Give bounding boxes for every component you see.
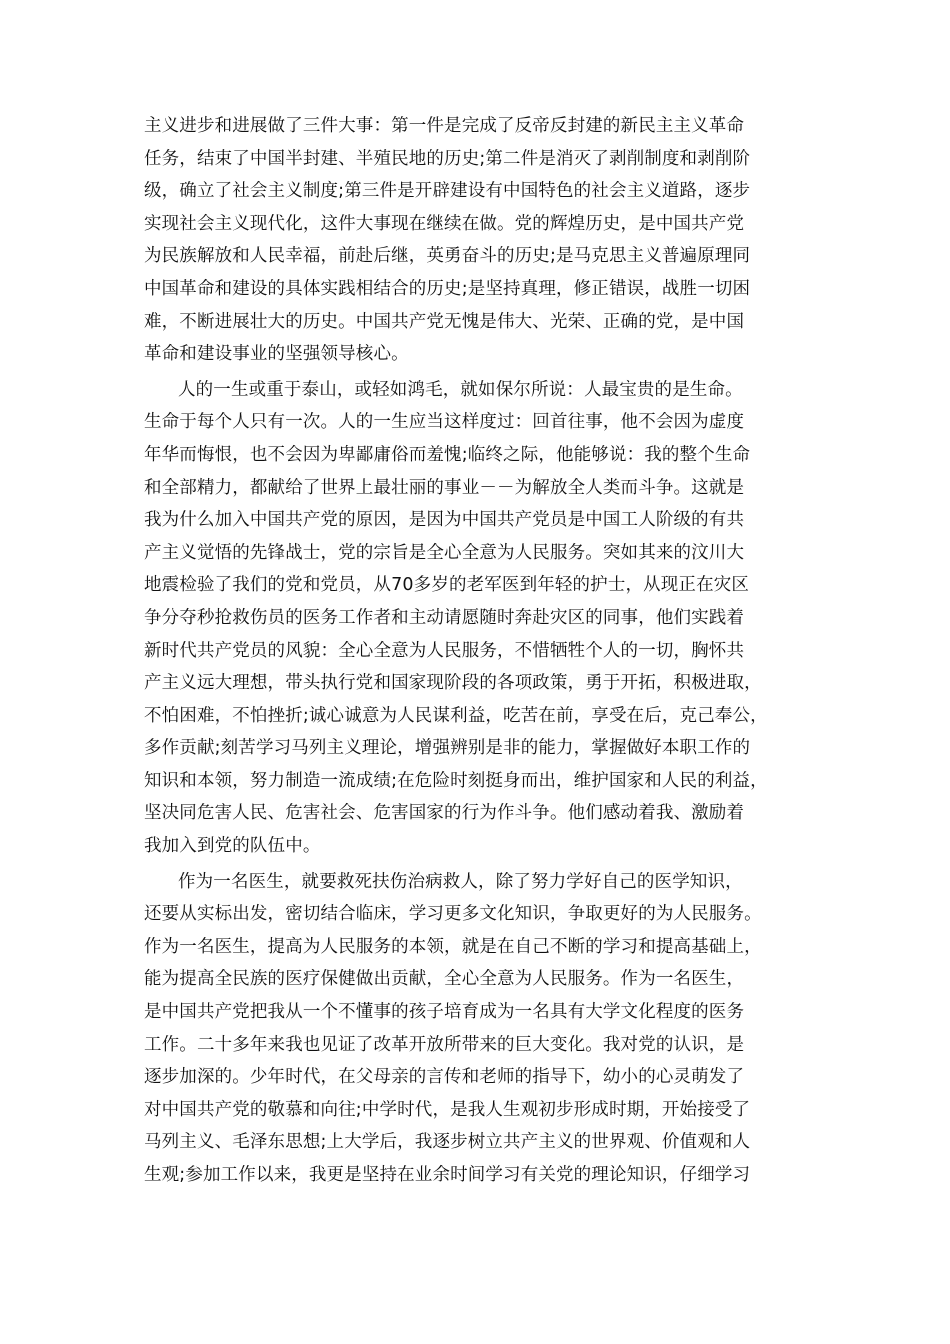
text-line: 逐步加深的。少年时代，在父母亲的言传和老师的指导下，幼小的心灵萌发了 [144, 1067, 745, 1088]
text-line: 工作。二十多年来我也见证了改革开放所带来的巨大变化。我对党的认识，是 [144, 1034, 745, 1055]
text-line: 地震检验了我们的党和党员，从70多岁的老军医到年轻的护士，从现正在灾区 [144, 575, 750, 596]
text-line: 年华而悔恨，也不会因为卑鄙庸俗而羞愧;临终之际，他能够说：我的整个生命 [144, 444, 751, 465]
text-line: 争分夺秒抢救伤员的医务工作者和主动请愿随时奔赴灾区的同事，他们实践着 [144, 607, 745, 628]
text-line: 知识和本领，努力制造一流成绩;在危险时刻挺身而出，维护国家和人民的利益， [144, 770, 768, 791]
text-line: 是中国共产党把我从一个不懂事的孩子培育成为一名具有大学文化程度的医务 [144, 1002, 745, 1023]
text-line: 产主义觉悟的先锋战士，党的宗旨是全心全意为人民服务。突如其来的汶川大 [144, 542, 745, 563]
paragraph-1 [144, 110, 816, 371]
text-line: 实现社会主义现代化，这件大事现在继续在做。党的辉煌历史，是中国共产党 [144, 213, 745, 234]
document-body [144, 110, 816, 1192]
text-line: 革命和建设事业的坚强领导核心。 [144, 344, 409, 365]
text-line: 马列主义、毛泽东思想;上大学后，我逐步树立共产主义的世界观、价值观和人 [144, 1132, 751, 1153]
text-line: 中国革命和建设的具体实践相结合的历史;是坚持真理，修正错误，战胜一切困 [144, 278, 751, 299]
text-line: 为民族解放和人民幸福，前赴后继，英勇奋斗的历史;是马克思主义普遍原理同 [144, 246, 751, 267]
text-line: 人的一生或重于泰山，或轻如鸿毛，就如保尔所说：人最宝贵的是生命。 [178, 379, 743, 400]
text-line: 坚决同危害人民、危害社会、危害国家的行为作斗争。他们感动着我、激励着 [144, 803, 745, 824]
text-line: 对中国共产党的敬慕和向往;中学时代，是我人生观初步形成时期，开始接受了 [144, 1099, 751, 1120]
text-line: 多作贡献;刻苦学习马列主义理论，增强辨别是非的能力，掌握做好本职工作的 [144, 738, 751, 759]
text-line: 生命于每个人只有一次。人的一生应当这样度过：回首往事，他不会因为虚度 [144, 412, 745, 433]
text-line: 能为提高全民族的医疗保健做出贡献，全心全意为人民服务。作为一名医生， [144, 969, 745, 990]
text-line: 还要从实标出发，密切结合临床，学习更多文化知识，争取更好的为人民服务。 [144, 904, 762, 925]
paragraph-2 [144, 374, 816, 863]
paragraph-3 [144, 866, 816, 1192]
text-line: 作为一名医生，就要救死扶伤治病救人，除了努力学好自己的医学知识， [178, 871, 743, 892]
text-line: 难，不断进展壮大的历史。中国共产党无愧是伟大、光荣、正确的党，是中国 [144, 311, 745, 332]
text-line: 主义进步和进展做了三件大事：第一件是完成了反帝反封建的新民主主义革命 [144, 116, 745, 136]
text-line: 级，确立了社会主义制度;第三件是开辟建设有中国特色的社会主义道路，逐步 [144, 181, 751, 202]
text-line: 我加入到党的队伍中。 [144, 836, 321, 857]
text-line: 新时代共产党员的风貌：全心全意为人民服务，不惜牺牲个人的一切，胸怀共 [144, 640, 745, 661]
text-line: 生观;参加工作以来，我更是坚持在业余时间学习有关党的理论知识，仔细学习 [144, 1165, 751, 1185]
text-line: 和全部精力，都献给了世界上最壮丽的事业－－为解放全人类而斗争。这就是 [144, 477, 745, 498]
text-line: 任务，结束了中国半封建、半殖民地的历史;第二件是消灭了剥削制度和剥削阶 [144, 148, 751, 169]
text-line: 不怕困难，不怕挫折;诚心诚意为人民谋利益，吃苦在前，享受在后，克己奉公， [144, 705, 768, 726]
text-line: 产主义远大理想，带头执行党和国家现阶段的各项政策，勇于开拓，积极进取， [144, 673, 762, 694]
text-line: 我为什么加入中国共产党的原因，是因为中国共产党员是中国工人阶级的有共 [144, 510, 745, 531]
text-line: 作为一名医生，提高为人民服务的本领，就是在自己不断的学习和提高基础上， [144, 936, 762, 957]
